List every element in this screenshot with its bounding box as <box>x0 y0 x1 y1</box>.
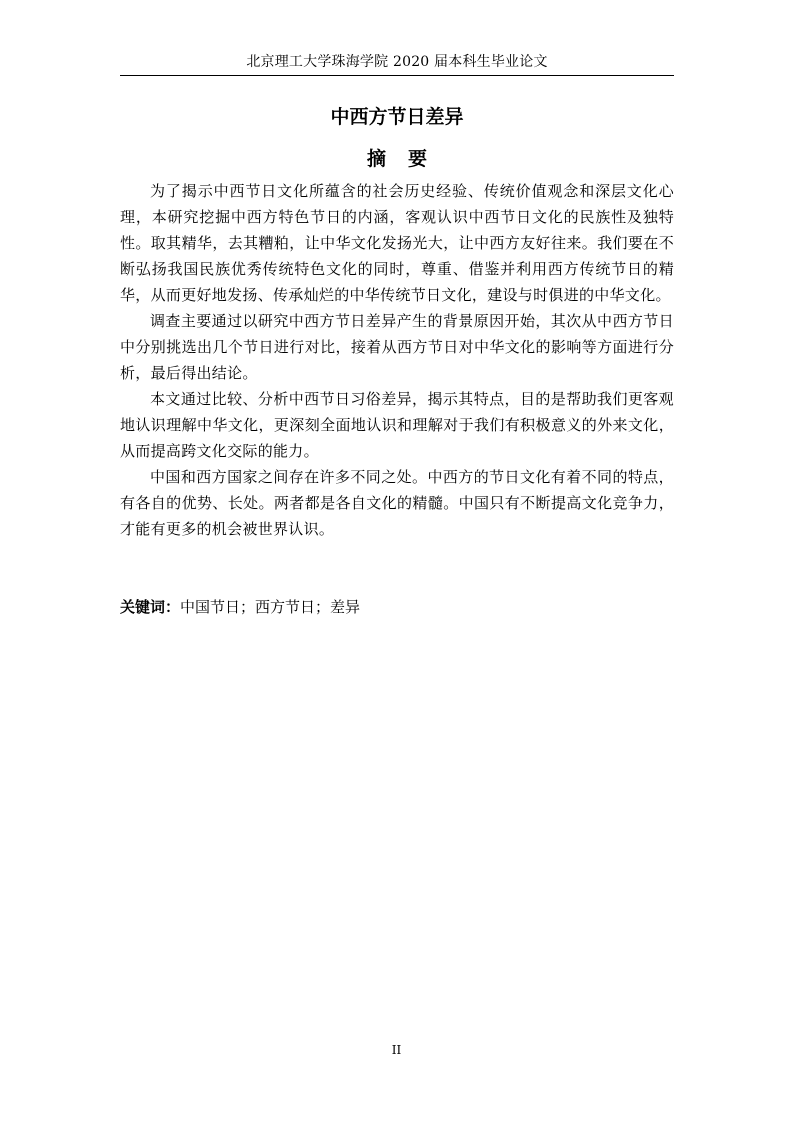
abstract-paragraph-1: 为了揭示中西节日文化所蕴含的社会历史经验、传统价值观念和深层文化心理，本研究挖掘中西方特色节日的内涵，客观认识中西节日文化的民族性及独特性。取其精华，去其糟粕，让中华文化发扬光大，让中西方友好往来。我们要在不断弘扬我国民族优秀传统特色文化的同时，尊重、借鉴并利用西方传统节日的精华，从而更好地发扬、传承灿烂的中华传统节日文化，建设与时俱进的中华文化。 <box>120 182 674 304</box>
page-number: II <box>391 1043 402 1057</box>
abstract-paragraph-4: 中国和西方国家之间存在许多不同之处。中西方的节日文化有着不同的特点，有各自的优势、长处。两者都是各自文化的精髓。中国只有不断提高文化竞争力，才能有更多的机会被世界认识。 <box>120 468 674 538</box>
running-header: 北京理工大学珠海学院 2020 届本科生毕业论文 <box>246 54 548 70</box>
abstract-paragraph-3: 本文通过比较、分析中西节日习俗差异，揭示其特点，目的是帮助我们更客观地认识理解中华文化，更深刻全面地认识和理解对于我们有积极意义的外来文化，从而提高跨文化交际的能力。 <box>120 390 674 460</box>
abstract-paragraph-2: 调查主要通过以研究中西方节日差异产生的背景原因开始，其次从中西方节日中分别挑选出几个节日进行对比，接着从西方节日对中华文化的影响等方面进行分析，最后得出结论。 <box>120 312 674 382</box>
document-title: 中西方节日差异 <box>330 106 464 128</box>
abstract-heading: 摘要 <box>366 148 449 170</box>
header-rule <box>120 75 674 76</box>
keywords-label: 关键词： <box>120 598 181 616</box>
keywords-value: 中国节日；西方节日；差异 <box>180 598 361 616</box>
abstract-body <box>120 178 674 542</box>
keywords-line <box>120 594 674 620</box>
